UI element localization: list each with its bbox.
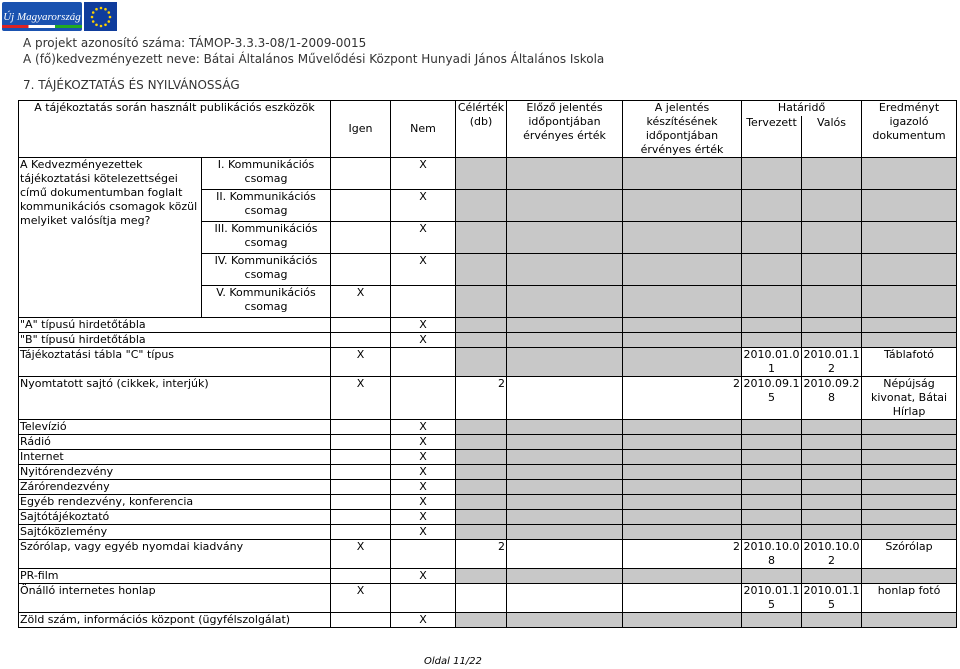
celertek-cell bbox=[456, 254, 507, 286]
igen-cell bbox=[331, 420, 391, 435]
jelentes-cell bbox=[623, 286, 742, 318]
eredmeny-cell bbox=[862, 286, 957, 318]
valos-cell bbox=[802, 450, 862, 465]
table-row bbox=[19, 525, 957, 540]
beneficiary-name: A (fő)kedvezményezett neve: Bátai Általános Művelődési Központ Hunyadi János Általános Iskola bbox=[23, 52, 605, 66]
nem-cell: X bbox=[391, 510, 456, 525]
tervezett-header: Tervezett bbox=[742, 116, 802, 158]
valos-cell bbox=[802, 465, 862, 480]
valos-cell bbox=[802, 286, 862, 318]
jelentes-cell bbox=[623, 510, 742, 525]
tervezett-cell bbox=[742, 333, 802, 348]
nem-cell: X bbox=[391, 480, 456, 495]
table-row bbox=[19, 540, 957, 569]
tervezett-cell bbox=[742, 465, 802, 480]
tervezett-cell bbox=[742, 222, 802, 254]
package-name: III. Kommunikációs csomag bbox=[202, 222, 331, 254]
row-label: PR-film bbox=[19, 569, 331, 584]
eredmeny-cell bbox=[862, 495, 957, 510]
table-row bbox=[19, 318, 957, 333]
tervezett-cell: 2010.01.15 bbox=[742, 584, 802, 613]
igen-cell bbox=[331, 318, 391, 333]
nem-cell: X bbox=[391, 569, 456, 584]
package-name: V. Kommunikációs csomag bbox=[202, 286, 331, 318]
nem-cell: X bbox=[391, 495, 456, 510]
celertek-cell bbox=[456, 569, 507, 584]
nem-cell: X bbox=[391, 465, 456, 480]
tervezett-cell bbox=[742, 450, 802, 465]
celertek-cell bbox=[456, 222, 507, 254]
celertek-cell bbox=[456, 495, 507, 510]
uj-magyarorszag-logo: Új Magyarország bbox=[2, 2, 82, 31]
tervezett-cell: 2010.10.08 bbox=[742, 540, 802, 569]
nem-cell bbox=[391, 584, 456, 613]
eredmeny-cell: Népújság kivonat, Bátai Hírlap bbox=[862, 377, 957, 420]
nem-cell bbox=[391, 286, 456, 318]
celertek-cell bbox=[456, 450, 507, 465]
celertek-cell bbox=[456, 348, 507, 377]
eredmeny-cell bbox=[862, 190, 957, 222]
jelentes-cell bbox=[623, 348, 742, 377]
elozo-cell bbox=[507, 348, 623, 377]
celertek-cell bbox=[456, 465, 507, 480]
logo-bar bbox=[2, 2, 117, 31]
row-label: Zöld szám, információs központ (ügyfélszolgálat) bbox=[19, 613, 331, 628]
jelentes-cell bbox=[623, 495, 742, 510]
eredmeny-cell bbox=[862, 420, 957, 435]
elozo-cell bbox=[507, 254, 623, 286]
elozo-cell bbox=[507, 540, 623, 569]
valos-cell bbox=[802, 435, 862, 450]
elozo-cell bbox=[507, 510, 623, 525]
elozo-cell bbox=[507, 569, 623, 584]
row-label: Tájékoztatási tábla "C" típus bbox=[19, 348, 331, 377]
nem-cell bbox=[391, 377, 456, 420]
jelentes-cell bbox=[623, 465, 742, 480]
elozo-cell bbox=[507, 377, 623, 420]
row-label: Nyomtatott sajtó (cikkek, interjúk) bbox=[19, 377, 331, 420]
eredmeny-cell: Táblafotó bbox=[862, 348, 957, 377]
tervezett-cell bbox=[742, 525, 802, 540]
elozo-cell bbox=[507, 318, 623, 333]
package-name: IV. Kommunikációs csomag bbox=[202, 254, 331, 286]
tervezett-cell: 2010.01.01 bbox=[742, 348, 802, 377]
jelentes-cell bbox=[623, 420, 742, 435]
jelentes-cell bbox=[623, 613, 742, 628]
tervezett-cell bbox=[742, 420, 802, 435]
valos-cell bbox=[802, 420, 862, 435]
eredmeny-cell bbox=[862, 450, 957, 465]
project-id: A projekt azonosító száma: TÁMOP-3.3.3-08/1-2009-0015 bbox=[23, 36, 367, 50]
jelentes-cell bbox=[623, 480, 742, 495]
nem-cell: X bbox=[391, 254, 456, 286]
row-label: "A" típusú hirdetőtábla bbox=[19, 318, 331, 333]
valos-cell bbox=[802, 510, 862, 525]
row-label: Egyéb rendezvény, konferencia bbox=[19, 495, 331, 510]
tervezett-cell bbox=[742, 158, 802, 190]
table-row bbox=[19, 480, 957, 495]
tervezett-cell bbox=[742, 286, 802, 318]
eredmeny-cell bbox=[862, 465, 957, 480]
celertek-cell bbox=[456, 480, 507, 495]
jelentes-cell bbox=[623, 569, 742, 584]
igen-cell bbox=[331, 495, 391, 510]
package-question: A Kedvezményezettek tájékoztatási kötelezettségei című dokumentumban foglalt kommunikációs csomagok közül melyiket valósítja meg? bbox=[19, 158, 202, 318]
table-row bbox=[19, 495, 957, 510]
valos-header: Valós bbox=[802, 116, 862, 158]
igen-cell bbox=[331, 190, 391, 222]
valos-cell bbox=[802, 158, 862, 190]
nem-cell: X bbox=[391, 450, 456, 465]
celertek-cell bbox=[456, 435, 507, 450]
jelentes-cell bbox=[623, 450, 742, 465]
eredmeny-cell bbox=[862, 254, 957, 286]
eredmeny-cell bbox=[862, 222, 957, 254]
elozo-cell bbox=[507, 222, 623, 254]
jelentes-header: A jelentés készítésének időpontjában érvényes érték bbox=[623, 101, 742, 158]
table-row bbox=[19, 510, 957, 525]
table-row bbox=[19, 465, 957, 480]
header-row bbox=[19, 101, 957, 116]
nem-cell bbox=[391, 348, 456, 377]
tools-header: A tájékoztatás során használt publikációs eszközök bbox=[19, 101, 331, 158]
valos-cell bbox=[802, 569, 862, 584]
elozo-cell bbox=[507, 584, 623, 613]
jelentes-cell bbox=[623, 158, 742, 190]
eredmeny-cell bbox=[862, 525, 957, 540]
celertek-header: Célérték (db) bbox=[456, 101, 507, 158]
igen-cell: X bbox=[331, 377, 391, 420]
igen-cell: X bbox=[331, 348, 391, 377]
celertek-cell bbox=[456, 318, 507, 333]
igen-cell bbox=[331, 450, 391, 465]
elozo-cell bbox=[507, 333, 623, 348]
igen-cell bbox=[331, 525, 391, 540]
elozo-cell bbox=[507, 435, 623, 450]
row-label: Rádió bbox=[19, 435, 331, 450]
row-label: Nyitórendezvény bbox=[19, 465, 331, 480]
jelentes-cell bbox=[623, 584, 742, 613]
jelentes-cell bbox=[623, 222, 742, 254]
celertek-cell bbox=[456, 333, 507, 348]
package-row bbox=[19, 158, 957, 190]
elozo-cell bbox=[507, 420, 623, 435]
celertek-cell: 2 bbox=[456, 540, 507, 569]
elozo-cell bbox=[507, 465, 623, 480]
valos-cell bbox=[802, 480, 862, 495]
celertek-cell bbox=[456, 613, 507, 628]
valos-cell bbox=[802, 613, 862, 628]
igen-cell bbox=[331, 333, 391, 348]
row-label: "B" típusú hirdetőtábla bbox=[19, 333, 331, 348]
eredmeny-cell bbox=[862, 158, 957, 190]
page-number: Oldal 11/22 bbox=[424, 656, 482, 667]
hatarido-header: Határidő bbox=[742, 101, 862, 116]
igen-cell bbox=[331, 254, 391, 286]
row-label: Sajtóközlemény bbox=[19, 525, 331, 540]
elozo-cell bbox=[507, 480, 623, 495]
elozo-cell bbox=[507, 525, 623, 540]
eredmeny-cell bbox=[862, 613, 957, 628]
valos-cell bbox=[802, 254, 862, 286]
tervezett-cell bbox=[742, 480, 802, 495]
eredmeny-cell bbox=[862, 569, 957, 584]
eredmeny-cell bbox=[862, 435, 957, 450]
valos-cell: 2010.10.02 bbox=[802, 540, 862, 569]
nem-cell: X bbox=[391, 420, 456, 435]
celertek-cell bbox=[456, 158, 507, 190]
row-label: Internet bbox=[19, 450, 331, 465]
nem-cell bbox=[391, 540, 456, 569]
row-label: Önálló internetes honlap bbox=[19, 584, 331, 613]
tervezett-cell bbox=[742, 495, 802, 510]
igen-cell bbox=[331, 158, 391, 190]
row-label: Szórólap, vagy egyéb nyomdai kiadvány bbox=[19, 540, 331, 569]
eredmeny-cell bbox=[862, 333, 957, 348]
celertek-cell bbox=[456, 510, 507, 525]
table-row bbox=[19, 435, 957, 450]
elozo-cell bbox=[507, 190, 623, 222]
celertek-cell bbox=[456, 420, 507, 435]
nem-cell: X bbox=[391, 222, 456, 254]
eredmeny-cell bbox=[862, 510, 957, 525]
table-row bbox=[19, 420, 957, 435]
valos-cell: 2010.01.12 bbox=[802, 348, 862, 377]
nem-cell: X bbox=[391, 333, 456, 348]
igen-cell bbox=[331, 435, 391, 450]
valos-cell bbox=[802, 333, 862, 348]
eredmeny-cell bbox=[862, 480, 957, 495]
nem-cell: X bbox=[391, 525, 456, 540]
elozo-cell bbox=[507, 450, 623, 465]
valos-cell bbox=[802, 525, 862, 540]
igen-cell: X bbox=[331, 286, 391, 318]
tervezett-cell bbox=[742, 569, 802, 584]
table-row bbox=[19, 450, 957, 465]
eredmeny-cell: honlap fotó bbox=[862, 584, 957, 613]
elozo-cell bbox=[507, 286, 623, 318]
celertek-cell bbox=[456, 584, 507, 613]
tervezett-cell bbox=[742, 254, 802, 286]
igen-cell bbox=[331, 465, 391, 480]
valos-cell: 2010.09.28 bbox=[802, 377, 862, 420]
igen-cell bbox=[331, 569, 391, 584]
elozo-cell bbox=[507, 158, 623, 190]
package-name: II. Kommunikációs csomag bbox=[202, 190, 331, 222]
nem-cell: X bbox=[391, 435, 456, 450]
valos-cell bbox=[802, 222, 862, 254]
jelentes-cell bbox=[623, 333, 742, 348]
eredmeny-header: Eredményt igazoló dokumentum bbox=[862, 101, 957, 158]
elozo-cell bbox=[507, 613, 623, 628]
tervezett-cell bbox=[742, 435, 802, 450]
package-name: I. Kommunikációs csomag bbox=[202, 158, 331, 190]
eredmeny-cell bbox=[862, 318, 957, 333]
nem-header: Nem bbox=[391, 101, 456, 158]
publicity-table bbox=[18, 100, 957, 628]
tervezett-cell bbox=[742, 318, 802, 333]
valos-cell bbox=[802, 190, 862, 222]
elozo-cell bbox=[507, 495, 623, 510]
igen-cell bbox=[331, 480, 391, 495]
row-label: Sajtótájékoztató bbox=[19, 510, 331, 525]
jelentes-cell: 2 bbox=[623, 540, 742, 569]
celertek-cell: 2 bbox=[456, 377, 507, 420]
nem-cell: X bbox=[391, 318, 456, 333]
igen-cell bbox=[331, 510, 391, 525]
tervezett-cell bbox=[742, 510, 802, 525]
igen-header: Igen bbox=[331, 101, 391, 158]
igen-cell: X bbox=[331, 584, 391, 613]
tervezett-cell bbox=[742, 613, 802, 628]
igen-cell bbox=[331, 613, 391, 628]
valos-cell: 2010.01.15 bbox=[802, 584, 862, 613]
tervezett-cell bbox=[742, 190, 802, 222]
table-row bbox=[19, 569, 957, 584]
celertek-cell bbox=[456, 525, 507, 540]
jelentes-cell bbox=[623, 435, 742, 450]
nem-cell: X bbox=[391, 190, 456, 222]
table-row bbox=[19, 377, 957, 420]
eu-flag-logo bbox=[84, 2, 117, 31]
valos-cell bbox=[802, 495, 862, 510]
elozo-header: Előző jelentés időpontjában érvényes érték bbox=[507, 101, 623, 158]
section-title: 7. TÁJÉKOZTATÁS ÉS NYILVÁNOSSÁG bbox=[23, 78, 240, 92]
jelentes-cell bbox=[623, 190, 742, 222]
table-row bbox=[19, 613, 957, 628]
nem-cell: X bbox=[391, 158, 456, 190]
jelentes-cell bbox=[623, 318, 742, 333]
celertek-cell bbox=[456, 286, 507, 318]
jelentes-cell bbox=[623, 525, 742, 540]
tervezett-cell: 2010.09.15 bbox=[742, 377, 802, 420]
table-row bbox=[19, 333, 957, 348]
row-label: Zárórendezvény bbox=[19, 480, 331, 495]
row-label: Televízió bbox=[19, 420, 331, 435]
igen-cell: X bbox=[331, 540, 391, 569]
table-row bbox=[19, 584, 957, 613]
table-row bbox=[19, 348, 957, 377]
igen-cell bbox=[331, 222, 391, 254]
eredmeny-cell: Szórólap bbox=[862, 540, 957, 569]
valos-cell bbox=[802, 318, 862, 333]
jelentes-cell: 2 bbox=[623, 377, 742, 420]
celertek-cell bbox=[456, 190, 507, 222]
jelentes-cell bbox=[623, 254, 742, 286]
nem-cell: X bbox=[391, 613, 456, 628]
